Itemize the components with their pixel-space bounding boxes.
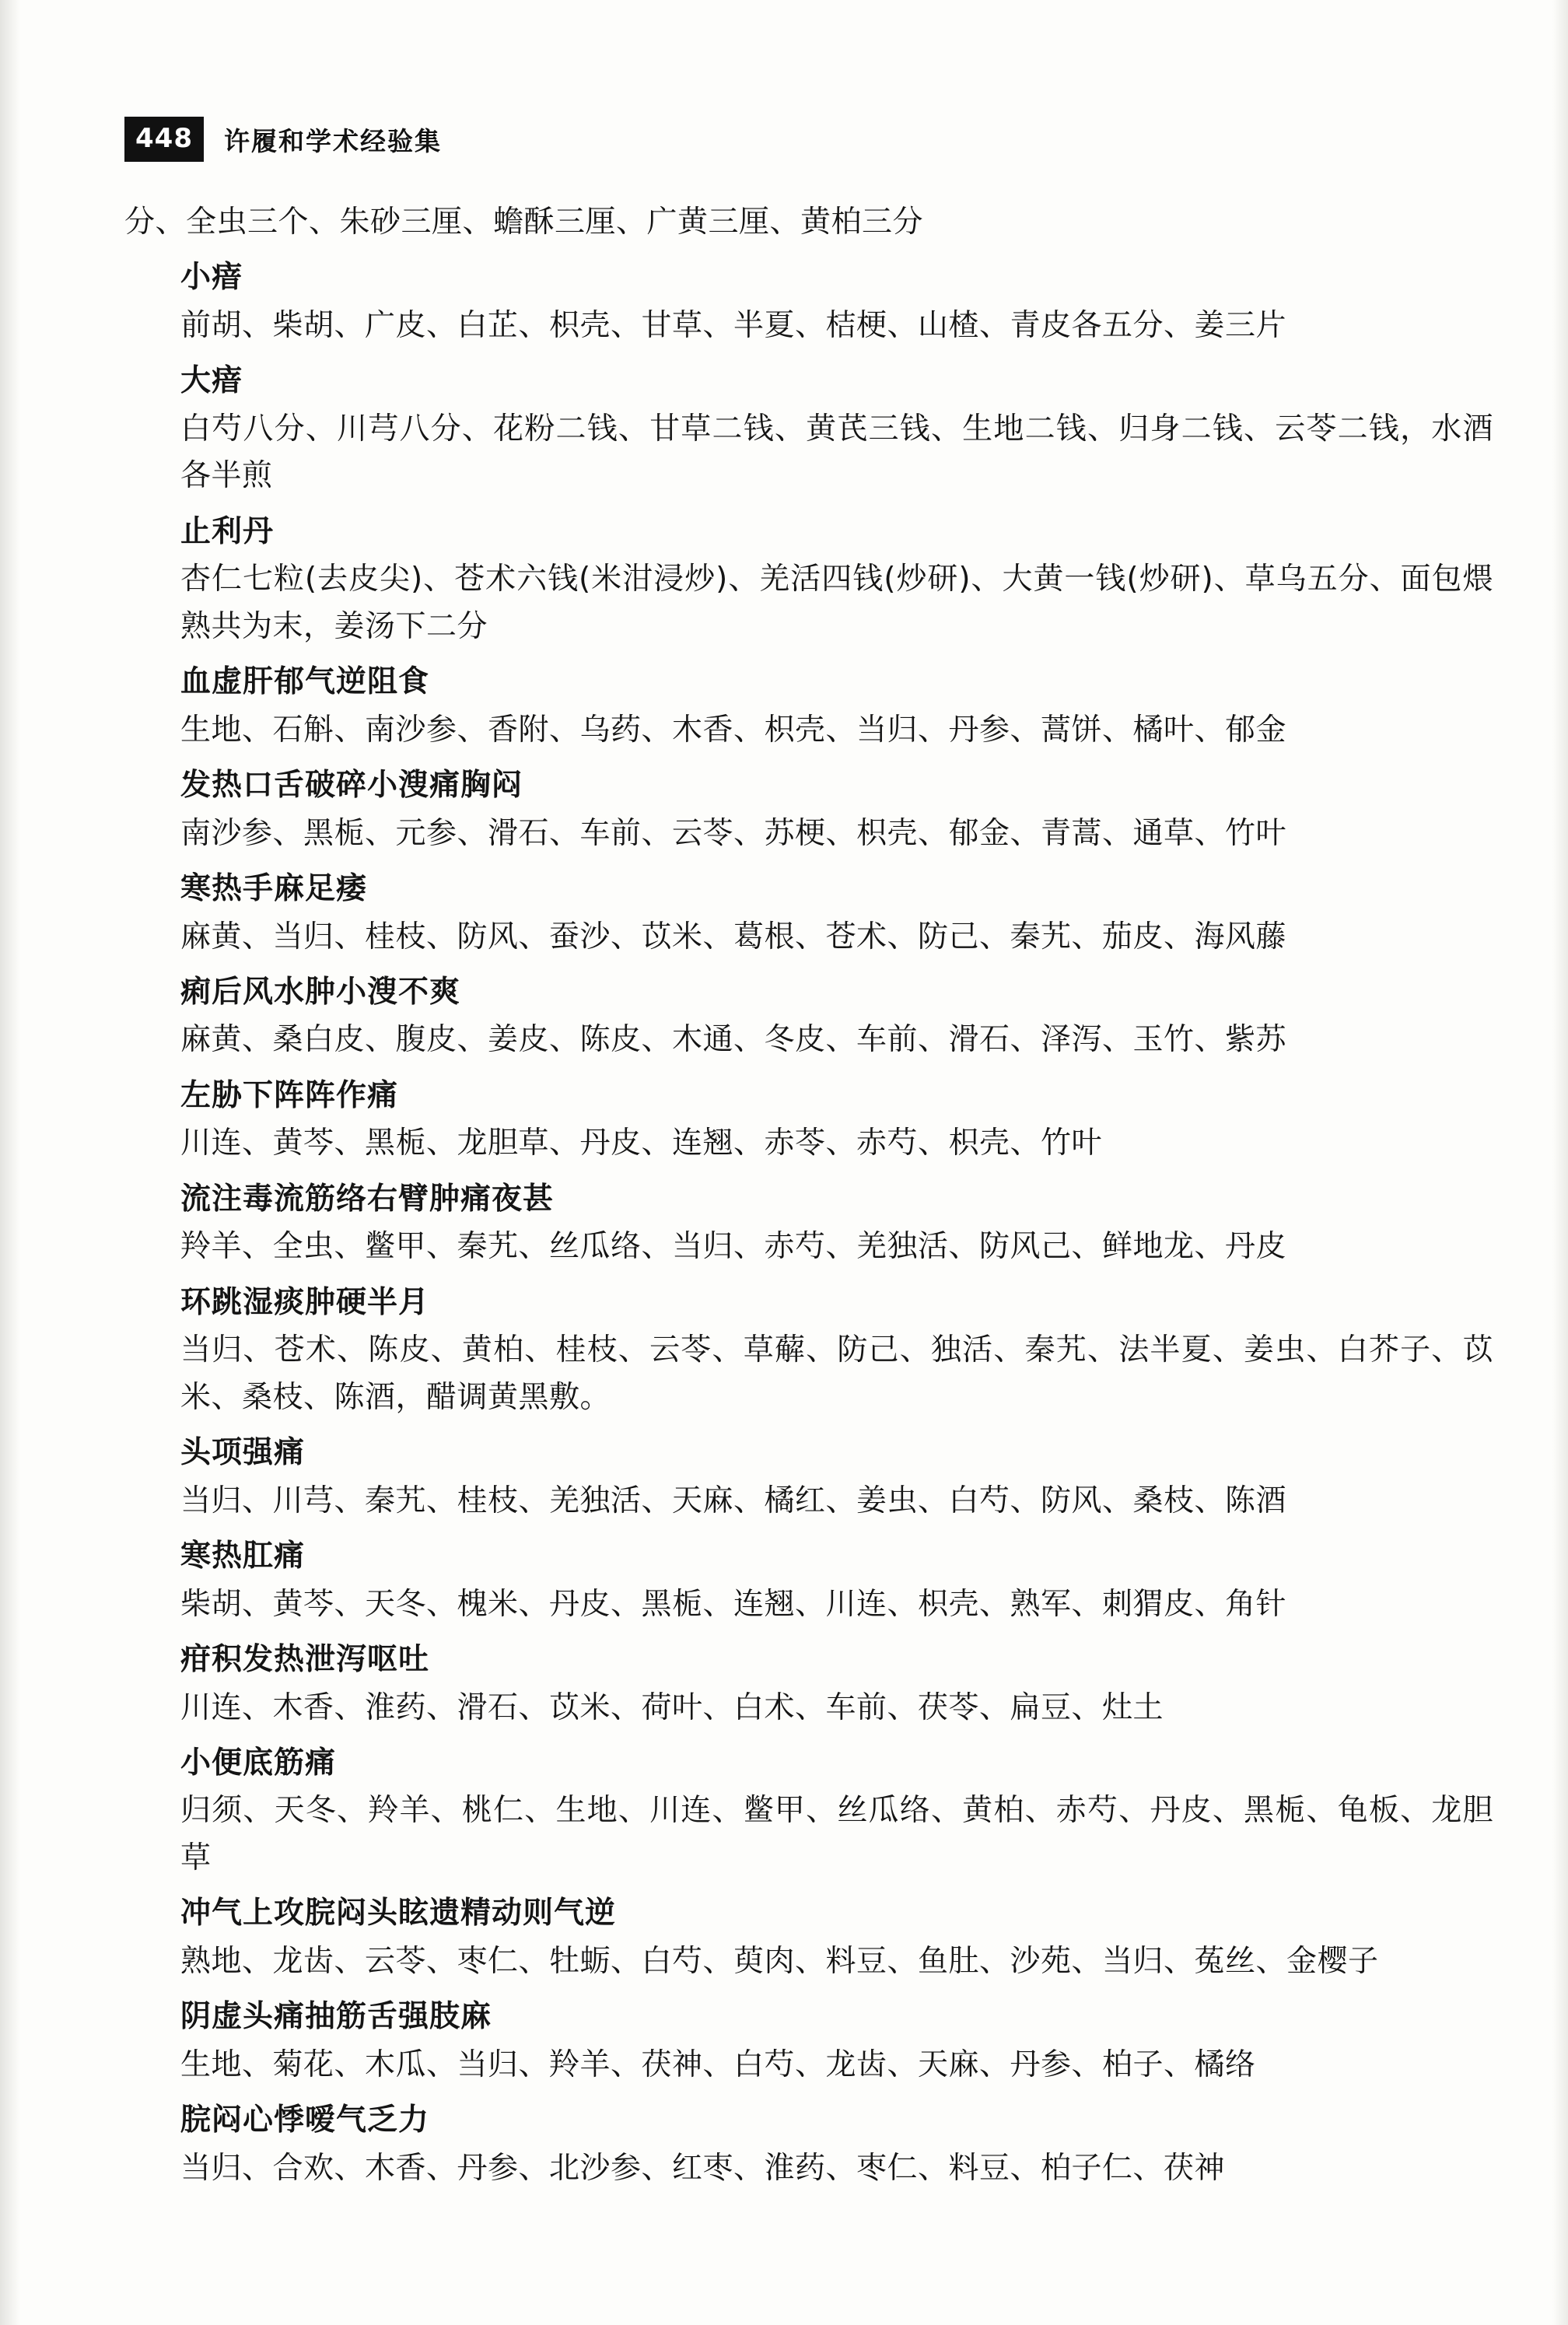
running-head (124, 117, 1493, 162)
section-text: 当归、川芎、秦艽、桂枝、羌独活、天麻、橘红、姜虫、白芍、防风、桑枝、陈酒 (180, 1483, 1287, 1518)
section-heading: 止利丹 (180, 513, 275, 549)
section-text: 前胡、柴胡、广皮、白芷、枳壳、甘草、半夏、桔梗、山楂、青皮各五分、姜三片 (180, 307, 1287, 343)
page-content (124, 117, 1493, 2195)
section-text: 羚羊、全虫、鳖甲、秦艽、丝瓜络、当归、赤芍、羌独活、防风己、鲜地龙、丹皮 (180, 1229, 1287, 1265)
section-text: 生地、石斛、南沙参、香附、乌药、木香、枳壳、当归、丹参、蒿饼、橘叶、郁金 (180, 712, 1287, 748)
section-heading: 血虚肝郁气逆阻食 (180, 664, 430, 700)
section-heading: 左胁下阵阵作痛 (180, 1077, 399, 1113)
section-text: 归须、天冬、羚羊、桃仁、生地、川连、鳖甲、丝瓜络、黄柏、赤芍、丹皮、黑栀、龟板、龙胆草 (180, 1793, 1493, 1875)
section-text: 当归、苍术、陈皮、黄柏、桂枝、云苓、草薢、防己、独活、秦艽、法半夏、姜虫、白芥子、苡米、桑枝、陈酒，醋调黄黑敷。 (180, 1332, 1493, 1415)
page-body (124, 199, 1493, 2192)
section-heading: 冲气上攻脘闷头眩遗精动则气逆 (180, 1896, 617, 1931)
section-text: 川连、木香、淮药、滑石、苡米、荷叶、白术、车前、茯苓、扁豆、灶土 (180, 1689, 1164, 1725)
section-heading: 流注毒流筋络右臂肿痛夜甚 (180, 1181, 555, 1217)
section-text: 当归、合欢、木香、丹参、北沙参、红枣、淮药、枣仁、料豆、柏子仁、茯神 (180, 2150, 1226, 2186)
section-text: 柴胡、黄芩、天冬、槐米、丹皮、黑栀、连翘、川连、枳壳、熟军、刺猬皮、角针 (180, 1586, 1287, 1622)
section-heading: 脘闷心悸嗳气乏力 (180, 2103, 430, 2138)
section-text: 生地、菊花、木瓜、当归、羚羊、茯神、白芍、龙齿、天麻、丹参、柏子、橘络 (180, 2047, 1256, 2082)
section-heading: 小瘖 (180, 260, 243, 296)
section-heading: 发热口舌破碎小溲痛胸闷 (180, 768, 523, 804)
section-text: 麻黄、当归、桂枝、防风、蚕沙、苡米、葛根、苍术、防己、秦艽、茄皮、海风藤 (180, 919, 1287, 954)
section-heading: 阴虚头痛抽筋舌强肢麻 (180, 1999, 492, 2035)
lead-paragraph: 分、全虫三个、朱砂三厘、蟾酥三厘、广黄三厘、黄柏三分 (124, 205, 924, 240)
section-text: 川连、黄芩、黑栀、龙胆草、丹皮、连翘、赤苓、赤芍、枳壳、竹叶 (180, 1126, 1103, 1161)
section-heading: 寒热手麻足痿 (180, 871, 368, 906)
page-number: 448 (124, 117, 204, 162)
section-heading: 痢后风水肿小溲不爽 (180, 974, 461, 1010)
section-heading: 疳积发热泄泻呕吐 (180, 1642, 430, 1677)
section-text: 熟地、龙齿、云苓、枣仁、牡蛎、白芍、萸肉、料豆、鱼肚、沙苑、当归、菟丝、金樱子 (180, 1943, 1379, 1979)
section-text: 白芍八分、川芎八分、花粉二钱、甘草二钱、黄芪三钱、生地二钱、归身二钱、云苓二钱，水酒各半煎 (180, 411, 1493, 494)
section-heading: 环跳湿痰肿硬半月 (180, 1284, 430, 1320)
section-text: 麻黄、桑白皮、腹皮、姜皮、陈皮、木通、冬皮、车前、滑石、泽泻、玉竹、紫苏 (180, 1022, 1287, 1058)
section-heading: 小便底筋痛 (180, 1745, 337, 1781)
section-heading: 头项强痛 (180, 1435, 306, 1471)
book-title: 许履和学术经验集 (223, 125, 442, 156)
section-text: 南沙参、黑栀、元参、滑石、车前、云苓、苏梗、枳壳、郁金、青蒿、通草、竹叶 (180, 815, 1287, 851)
section-heading: 大瘖 (180, 363, 243, 399)
section-text: 杏仁七粒(去皮尖)、苍术六钱(米泔浸炒)、羌活四钱(炒研)、大黄一钱(炒研)、草乌五分、面包煨熟共为末，姜汤下二分 (180, 562, 1493, 644)
section-heading: 寒热肛痛 (180, 1539, 306, 1574)
